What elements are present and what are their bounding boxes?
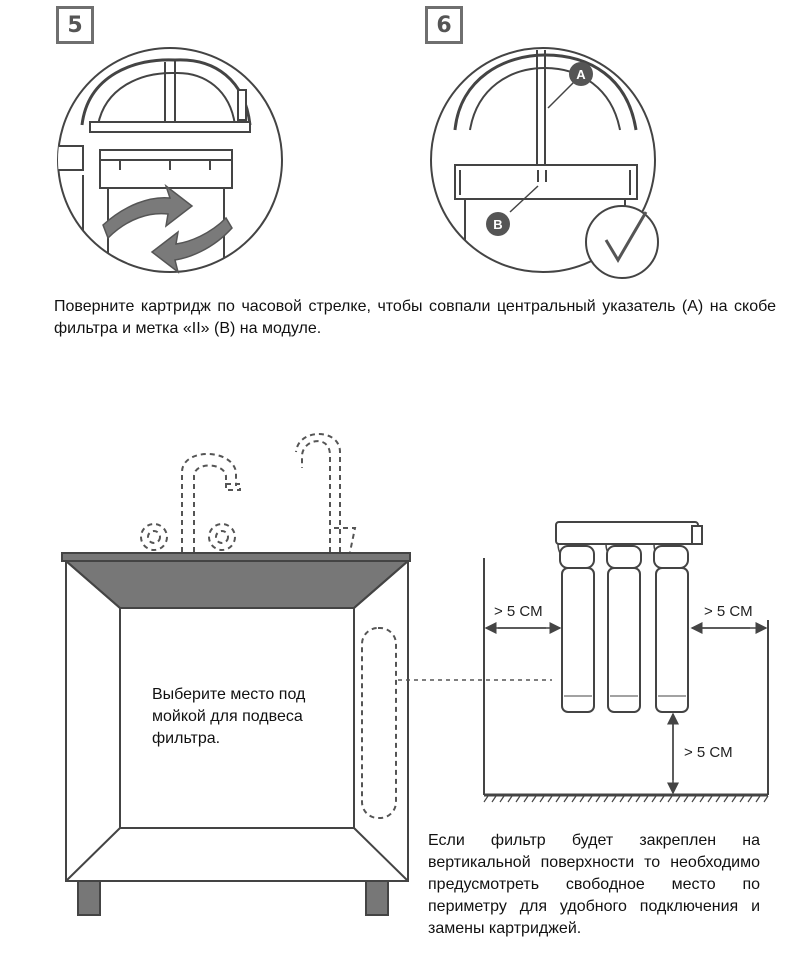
marker-a-label: A — [576, 67, 586, 82]
clearance-left-label: > 5 СМ — [494, 603, 543, 620]
sink-cabinet — [62, 434, 410, 915]
sink-caption: Выберите место под мойкой для подвеса фильтра. — [152, 686, 306, 747]
step-6-detail-circle — [431, 48, 658, 290]
step-6-number: 6 — [436, 12, 452, 38]
step-instruction-text: Поверните картридж по часовой стрелке, чтобы совпали центральный указатель (А) на скобе фильтра и метка «II» (В) на модуле. — [54, 298, 776, 337]
step-5-number: 5 — [67, 12, 83, 38]
step-5-detail-circle — [55, 48, 282, 290]
check-icon — [586, 206, 658, 278]
dashed-faucets — [141, 434, 355, 552]
filter-unit — [556, 522, 702, 712]
clearance-right-label: > 5 СМ — [704, 603, 753, 620]
clearance-bottom-label: > 5 СМ — [684, 744, 733, 761]
marker-b-label: B — [493, 217, 503, 232]
mount-note-text: Если фильтр будет закреплен на вертикальной поверхности то необходимо предусмотреть свободное место по периметру для удобного подключения и замены картриджей. — [428, 832, 760, 937]
